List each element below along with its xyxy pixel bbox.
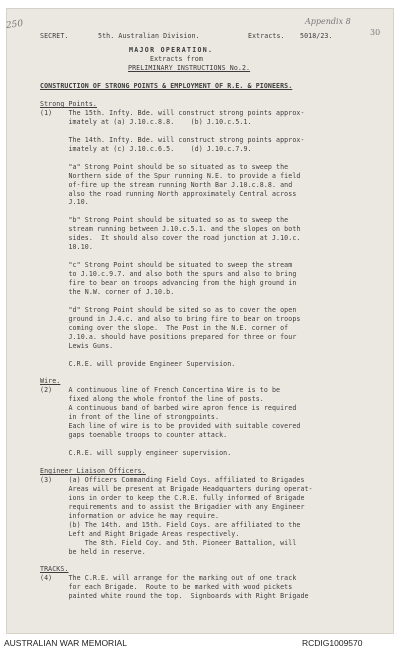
footer-id: RCDIG1009570 [302, 638, 363, 648]
appendix-note: Appendix 8 [305, 17, 351, 26]
body-line: (1) The 15th. Infty. Bde. will construct strong points approx- [40, 108, 305, 117]
body-line: to J.10.c.9.7. and also both the spurs and also to bring [40, 270, 297, 279]
body-line: C.R.E. will provide Engineer Supervision. [40, 359, 236, 368]
body-line: C.R.E. will supply engineer supervision. [40, 449, 232, 458]
footer-archive: AUSTRALIAN WAR MEMORIAL [4, 638, 127, 648]
body-line: in front of the line of strongpoints. [40, 413, 220, 422]
body-line: stream running between J.10.c.5.1. and the slopes on both [40, 225, 301, 234]
body-line: be held in reserve. [40, 547, 146, 556]
body-line: Engineer Liaison Officers. [40, 466, 146, 475]
body-line: The 8th. Field Coy. and 5th. Pioneer Battalion, will [40, 538, 297, 547]
body-line: Areas will be present at Brigade Headquarters during operat- [40, 484, 313, 493]
body-line: also the road running North approximately Central across [40, 189, 297, 198]
body-line: sides. It should also cover the road junction at J.10.c. [40, 234, 301, 243]
body-line: ground in J.4.c. and also to bring fire to bear on troops [40, 314, 301, 323]
body-line: J.10. [40, 198, 89, 207]
body-line: fixed along the whole frontof the line of posts. [40, 395, 264, 404]
body-line: A continuous band of barbed wire apron fence is required [40, 404, 297, 413]
body-line: The 14th. Infty. Bde. will construct strong points approx- [40, 135, 305, 144]
body-line: TRACKS. [40, 565, 69, 574]
body-line: Wire. [40, 377, 61, 386]
body-line: of-fire up the stream running North Bar J.10.c.8.8. and [40, 180, 293, 189]
doc-subtitle: Extracts from [150, 55, 203, 63]
body-line: 10.10. [40, 243, 93, 252]
body-line: painted white round the top. Signboards with Right Brigade [40, 592, 309, 601]
page-number: 30 [370, 28, 381, 37]
body-line: information or advice he may require. [40, 511, 220, 520]
body-line: ions in order to keep the C.R.E. fully informed of Brigade [40, 493, 305, 502]
section-heading: CONSTRUCTION OF STRONG POINTS & EMPLOYMENT OF R.E. & PIONEERS. [40, 82, 293, 90]
secret-label: SECRET. [40, 32, 69, 40]
body-line: gaps toenable troops to counter attack. [40, 431, 228, 440]
body-line: Left and Right Brigade Areas respectively. [40, 529, 240, 538]
body-line: "d" Strong Point should be sited so as to cover the open [40, 305, 297, 314]
page-stamp: 250 [5, 18, 24, 32]
body-line: Lewis Guns. [40, 341, 114, 350]
body-line: imately at (a) J.10.c.8.8. (b) J.10.c.5.1. [40, 117, 252, 126]
body-line: fire to bear on troops advancing from the high ground in [40, 279, 297, 287]
extracts-label: Extracts. [248, 32, 285, 40]
body-line: for each Brigade. Route to be marked with wood pickets [40, 583, 293, 592]
body-line: (b) The 14th. and 15th. Field Coys. are affiliated to the [40, 520, 301, 529]
body-line: (4) The C.R.E. will arrange for the marking out of one track [40, 574, 297, 583]
body-line: "a" Strong Point should be so situated as to sweep the [40, 162, 289, 171]
body-line: Strong Points. [40, 100, 97, 108]
reference-number: 5018/23. [300, 32, 333, 40]
doc-title: MAJOR OPERATION. [129, 46, 214, 54]
body-line: the N.W. corner of J.10.b. [40, 287, 175, 296]
body-line: (2) A continuous line of French Concertina Wire is to be [40, 386, 281, 395]
body-line: coming over the slope. The Post in the N.E. corner of [40, 323, 289, 332]
body-line: imately at (c) J.10.c.6.5. (d) J.10.c.7.9. [40, 144, 252, 153]
body-line: J.10.a. should have positions prepared for three or four [40, 332, 297, 341]
body-line: "b" Strong Point should be situated so as to sweep the [40, 216, 289, 225]
division-label: 5th. Australian Division. [98, 32, 200, 40]
body-line: (3) (a) Officers Commanding Field Coys. affiliated to Brigades [40, 475, 305, 484]
body-line: Each line of wire is to be provided with suitable covered [40, 422, 301, 431]
body-line: "c" Strong Point should be situated to sweep the stream [40, 261, 293, 270]
body-line: Northern side of the Spur running N.E. to provide a field [40, 171, 301, 180]
body-line: requirements and to assist the Brigadier with any Engineer [40, 502, 305, 511]
doc-subtitle-2: PRELIMINARY INSTRUCTIONS No.2. [128, 64, 251, 72]
